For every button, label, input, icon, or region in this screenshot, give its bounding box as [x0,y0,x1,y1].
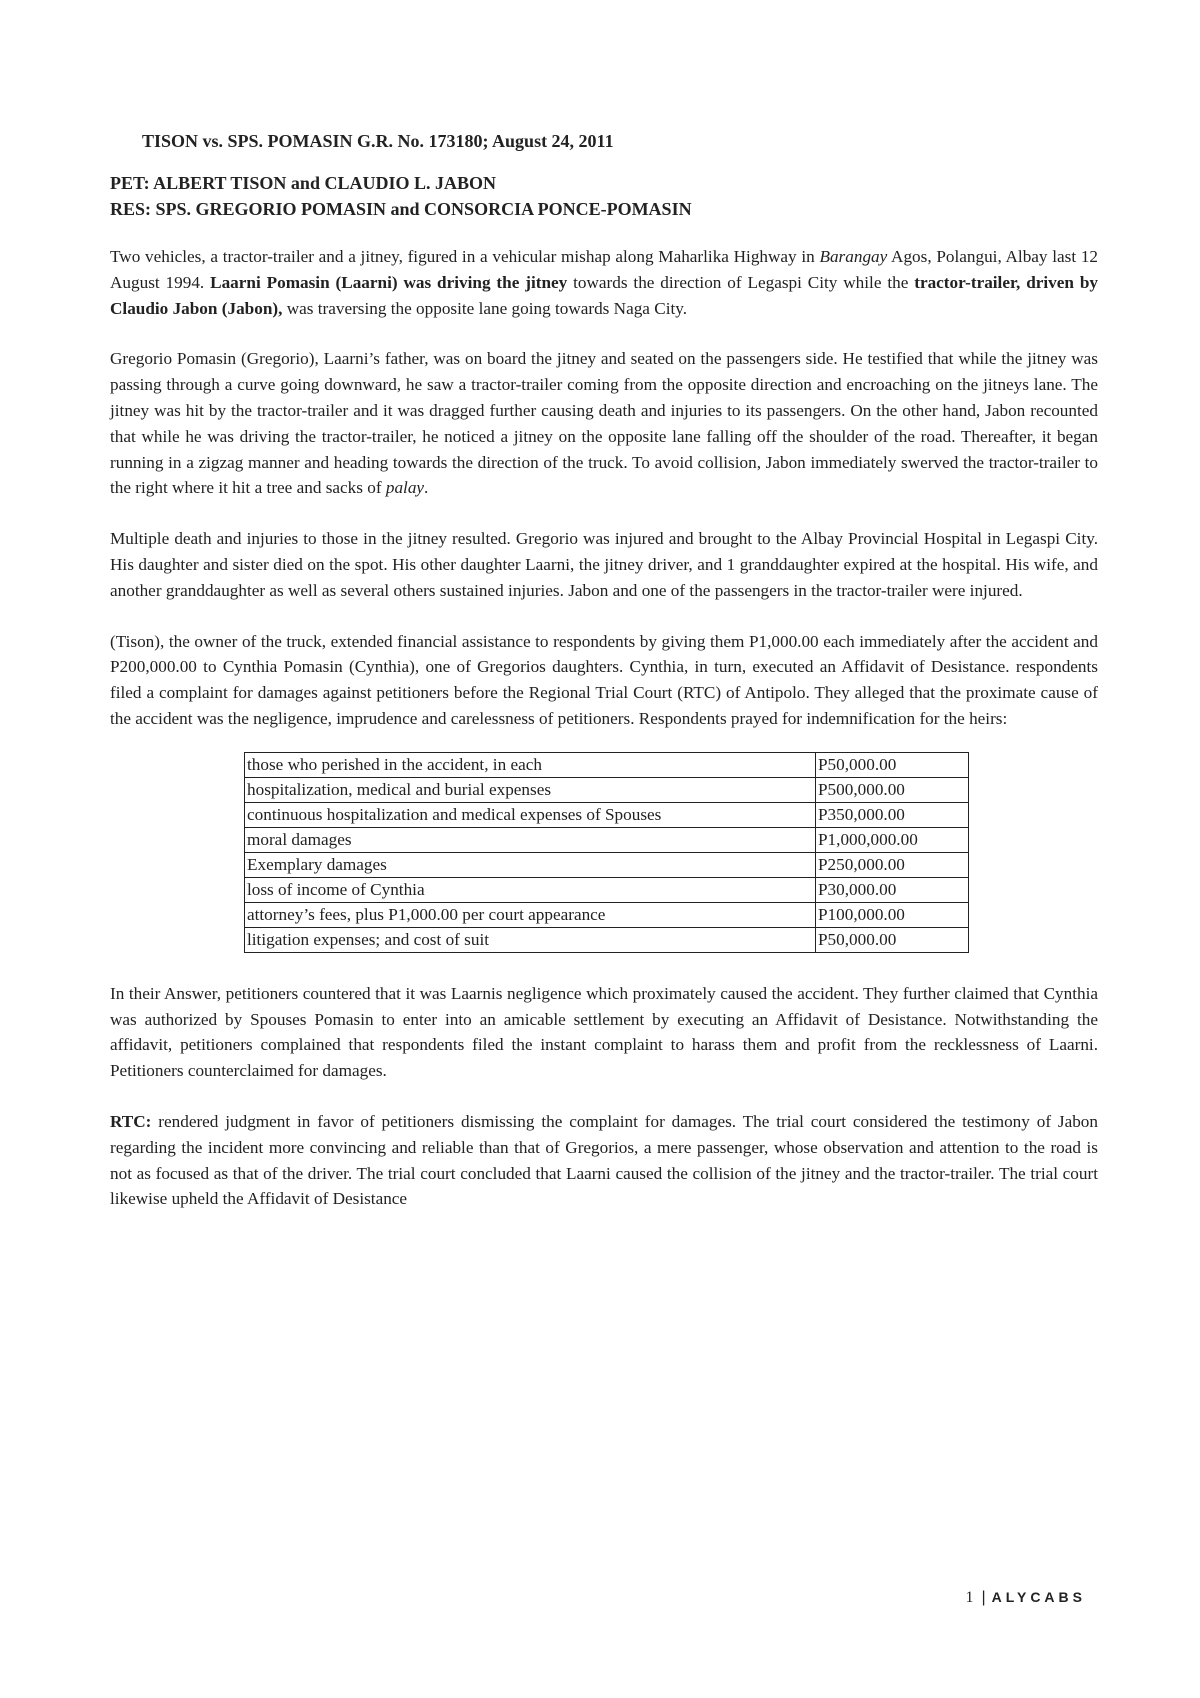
text-span: Agos, Polangui, Albay last 12 August 1994. [110,247,1099,292]
page-number: 1 [965,1589,974,1606]
damages-table [244,752,969,953]
parties-block [110,170,1098,222]
damage-amount: P350,000.00 [816,802,969,827]
table-row [245,827,969,852]
damage-description: loss of income of Cynthia [245,877,816,902]
damage-description: hospitalization, medical and burial expenses [245,777,816,802]
text-span: Two vehicles, a tractor-trailer and a jitney, figured in a vehicular mishap along Maharlika Highway in [110,247,820,266]
damage-amount: P30,000.00 [816,877,969,902]
damage-amount: P500,000.00 [816,777,969,802]
text-span: was traversing the opposite lane going towards Naga City. [282,298,688,318]
italic-span: Barangay [819,247,888,266]
rtc-label: RTC: [110,1111,152,1131]
rtc-paragraph [110,1109,1098,1212]
damage-amount: P1,000,000.00 [816,827,969,852]
table-row [245,802,969,827]
damage-description: continuous hospitalization and medical expenses of Spouses [245,802,816,827]
damage-description: Exemplary damages [245,852,816,877]
bold-span: Laarni Pomasin (Laarni) was driving the jitney [210,272,568,292]
answer-paragraph: In their Answer, petitioners countered that it was Laarnis negligence which proximately caused the accident. They further claimed that Cynthia was authorized by Spouses Pomasin to enter into an amicable settlement by executing an Affidavit of Desistance. Notwithstanding the affidavit, petitioners complained that respondents filed the instant complaint to harass them and profit from the recklessness of Laarni. Petitioners counterclaimed for damages. [110,983,1098,1081]
text-span: Gregorio Pomasin (Gregorio), Laarni’s father, was on board the jitney and seated on the passengers side. He testified that while the jitney was passing through a curve going downward, he saw a tractor-trailer coming from the opposite direction and encroaching on the jitneys lane. The jitney was hit by the tractor-trailer and it was dragged further causing death and injuries to its passengers. On the other hand, Jabon recounted that while he was driving the tractor-trailer, he noticed a jitney on the opposite lane falling off the shoulder of the road. Thereafter, it began running in a zigzag manner and heading towards the direction of the truck. To avoid collision, Jabon immediately swerved the tractor-trailer to the right where it hit a tree and sacks of [110,349,1098,498]
facts-paragraph-4: (Tison), the owner of the truck, extended financial assistance to respondents by giving them P1,000.00 each immediately after the accident and P200,000.00 to Cynthia Pomasin (Cynthia), one of Gregorios daughters. Cynthia, in turn, executed an Affidavit of Desistance. respondents filed a complaint for damages against petitioners before the Regional Trial Court (RTC) of Antipolo. They alleged that the proximate cause of the accident was the negligence, imprudence and carelessness of petitioners. Respondents prayed for indemnification for the heirs: [110,631,1098,728]
damage-amount: P50,000.00 [816,752,969,777]
petitioners-line: PET: ALBERT TISON and CLAUDIO L. JABON [110,173,496,193]
text-span: rendered judgment in favor of petitioners dismissing the complaint for damages. The trial court considered the testimony of Jabon regarding the incident more convincing and reliable than that of Gregorios, a mere passenger, whose observation and attention to the road is not as focused as that of the driver. The trial court concluded that Laarni caused the collision of the jitney and the tractor-trailer. The trial court likewise upheld the Affidavit of Desistance [110,1111,1098,1209]
damage-amount: P50,000.00 [816,927,969,952]
damage-amount: P250,000.00 [816,852,969,877]
damages-table-body [245,752,969,952]
table-row [245,902,969,927]
damage-description: moral damages [245,827,816,852]
text-span: towards the direction of Legaspi City while the [567,272,915,292]
facts-paragraph-1 [110,244,1098,321]
table-row [245,752,969,777]
damage-description: attorney’s fees, plus P1,000.00 per court appearance [245,902,816,927]
damage-description: litigation expenses; and cost of suit [245,927,816,952]
footer-separator: | [981,1589,986,1606]
page-footer [965,1587,1086,1608]
document-body [110,128,1098,1237]
facts-paragraph-2 [110,346,1098,501]
bold-span: tractor-trailer, driven by Claudio Jabon (Jabon), [110,272,1098,318]
footer-brand: ALYCABS [991,1589,1086,1605]
damage-amount: P100,000.00 [816,902,969,927]
table-row [245,877,969,902]
table-row [245,852,969,877]
italic-span: palay [385,478,425,498]
facts-paragraph-3: Multiple death and injuries to those in the jitney resulted. Gregorio was injured and brought to the Albay Provincial Hospital in Legaspi City. His daughter and sister died on the spot. His other daughter Laarni, the jitney driver, and 1 granddaughter expired at the hospital. His wife, and another granddaughter as well as several others sustained injuries. Jabon and one of the passengers in the tractor-trailer were injured. [110,529,1098,600]
table-row [245,777,969,802]
table-row [245,927,969,952]
case-title: TISON vs. SPS. POMASIN G.R. No. 173180; August 24, 2011 [142,131,614,151]
respondents-line: RES: SPS. GREGORIO POMASIN and CONSORCIA PONCE-POMASIN [110,199,692,219]
damages-table-wrapper [244,752,1098,953]
damage-description: those who perished in the accident, in each [245,752,816,777]
text-span: . [424,478,429,498]
